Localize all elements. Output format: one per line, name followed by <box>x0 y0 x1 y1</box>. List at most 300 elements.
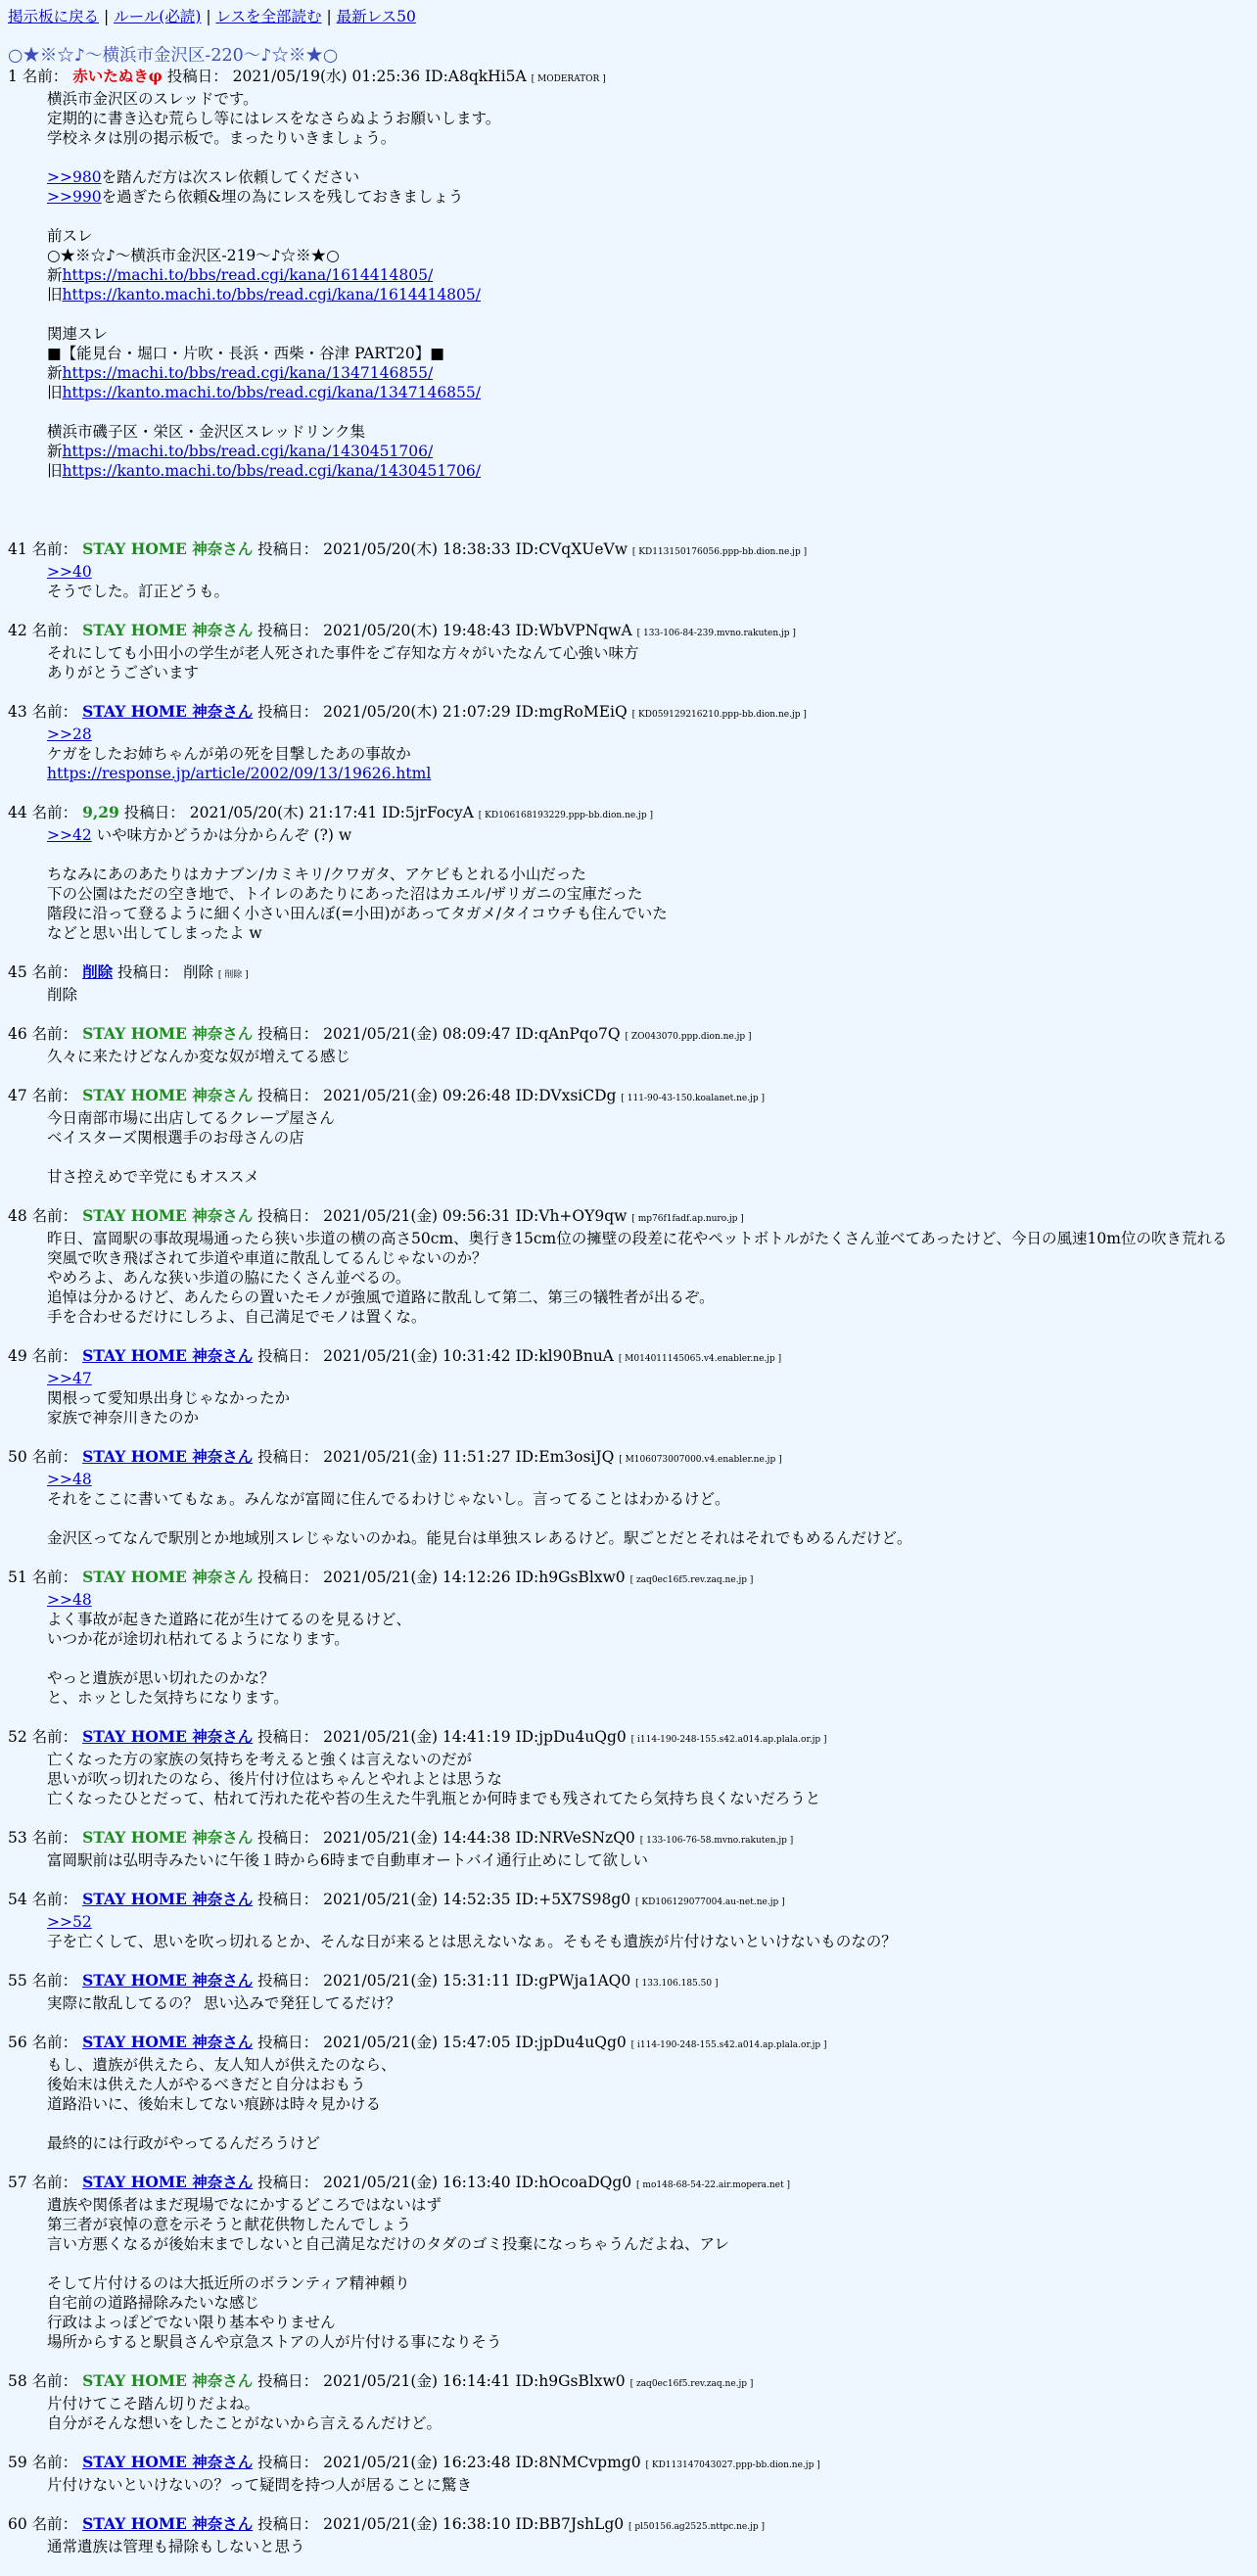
post-spacer <box>8 500 1249 520</box>
post-line <box>47 985 1249 1005</box>
posted-label: 投稿日： <box>113 963 183 981</box>
post-body <box>47 2055 1249 2153</box>
post-number: 44 <box>8 804 32 821</box>
post-link[interactable]: https://machi.to/bbs/read.cgi/kana/1614414805/ <box>62 266 434 284</box>
post-spacer <box>8 1005 1249 1024</box>
post-text: いつか花が途切れ枯れてるようになります。 <box>47 1630 349 1648</box>
post-56 <box>8 2033 1249 2173</box>
post-line <box>47 89 1249 109</box>
post-spacer <box>8 481 1249 500</box>
post-host: [ 111-90-43-150.koalanet.ne.jp ] <box>621 1094 765 1103</box>
post-line <box>47 304 1249 324</box>
post-spacer <box>8 601 1249 621</box>
post-text: などと思い出してしまったよ w <box>47 924 262 942</box>
post-text: 片付けてこそ踏ん切りだよね。 <box>47 2395 260 2412</box>
post-body <box>47 2195 1249 2352</box>
poster-name[interactable]: STAY HOME 神奈さん <box>82 2033 254 2051</box>
post-line <box>47 1932 1249 1951</box>
post-host: [ KD059129216210.ppp-bb.dion.ne.jp ] <box>631 710 807 720</box>
post-line <box>47 562 1249 582</box>
name-label: 名前： <box>31 1347 83 1365</box>
post-header <box>8 1024 1249 1047</box>
poster-name[interactable]: STAY HOME 神奈さん <box>82 2514 254 2533</box>
post-51 <box>8 1568 1249 1727</box>
post-link[interactable]: https://response.jp/article/2002/09/13/19626.html <box>47 765 432 782</box>
poster-name[interactable]: STAY HOME 神奈さん <box>82 2173 254 2191</box>
post-line <box>47 2114 1249 2133</box>
post-link[interactable]: >>28 <box>47 726 92 743</box>
post-header <box>8 1828 1249 1850</box>
post-link[interactable]: https://machi.to/bbs/read.cgi/kana/1430451706/ <box>62 443 434 460</box>
post-41 <box>8 539 1249 621</box>
post-spacer <box>8 520 1249 539</box>
post-line <box>47 344 1249 363</box>
poster-name: STAY HOME 神奈さん <box>82 1024 254 1043</box>
post-line <box>47 1047 1249 1066</box>
post-line <box>47 226 1249 246</box>
post-text: 横浜市金沢区のスレッドです。 <box>47 90 258 108</box>
post-line <box>47 285 1249 304</box>
name-label: 名前： <box>31 1087 83 1104</box>
post-date-id: 2021/05/21(金) 14:12:26 ID:h9GsBlxw0 <box>323 1569 630 1586</box>
post-text: 手を合わせるだけにしろよ、自己満足でモノは置くな。 <box>47 1308 427 1326</box>
post-57 <box>8 2173 1249 2371</box>
post-body <box>47 1470 1249 1548</box>
post-line <box>47 187 1249 207</box>
post-text: 旧 <box>47 384 63 401</box>
post-header <box>8 1447 1249 1470</box>
post-line <box>47 1248 1249 1268</box>
post-54 <box>8 1890 1249 1971</box>
post-50 <box>8 1447 1249 1568</box>
name-label: 名前： <box>31 2034 83 2051</box>
post-host: [ 削除 ] <box>217 970 249 980</box>
post-text: 定期的に書き込む荒らし等にはレスをなさらぬようお願いします。 <box>47 110 501 127</box>
post-text: 今日南部市場に出店してるクレープ屋さん <box>47 1109 335 1127</box>
posted-label: 投稿日： <box>253 540 324 558</box>
post-number: 43 <box>8 703 32 721</box>
name-label: 名前： <box>31 2515 83 2533</box>
post-text: 削除 <box>47 986 78 1004</box>
post-date-id: 2021/05/20(木) 18:38:33 ID:CVqXUeVw <box>323 540 632 558</box>
posted-label: 投稿日： <box>253 1025 324 1043</box>
post-line <box>47 1147 1249 1167</box>
poster-name[interactable]: STAY HOME 神奈さん <box>82 1346 254 1365</box>
post-line <box>47 2273 1249 2293</box>
post-text: と、ホッとした気持ちになります。 <box>47 1689 289 1707</box>
post-text: 新 <box>47 443 63 460</box>
post-host: [ zaq0ec16f5.rev.zaq.ne.jp ] <box>629 1575 754 1585</box>
post-text: 場所からすると駅員さんや京急ストアの人が片付ける事になりそう <box>47 2333 502 2351</box>
post-date-id: 2021/05/21(金) 10:31:42 ID:kl90BnuA <box>323 1347 619 1365</box>
post-host: [ i114-190-248-155.s42.a014.ap.plala.or.jp ] <box>630 1735 827 1745</box>
post-text: もし、遺族が供えたら、友人知人が供えたのなら、 <box>47 2056 396 2074</box>
post-line <box>47 265 1249 285</box>
name-label: 名前： <box>31 2454 83 2471</box>
post-1 <box>8 67 1249 539</box>
post-host: [ M106073007000.v4.enabler.ne.jp ] <box>619 1455 782 1465</box>
post-line <box>47 2332 1249 2352</box>
name-label: 名前： <box>31 2372 83 2390</box>
post-text: 家族で神奈川きたのか <box>47 1409 200 1427</box>
post-spacer <box>8 1870 1249 1890</box>
post-number: 48 <box>8 1207 32 1225</box>
post-date-id: 2021/05/20(木) 19:48:43 ID:WbVPNqwA <box>323 622 637 639</box>
post-text: 横浜市磯子区・栄区・金沢区スレッドリンク集 <box>47 423 366 441</box>
post-host: [ KD106129077004.au-net.ne.jp ] <box>635 1897 785 1907</box>
posted-label: 投稿日： <box>162 68 233 85</box>
post-line <box>47 1288 1249 1307</box>
post-text: よく事故が起きた道路に花が生けてるのを見るけど、 <box>47 1611 412 1628</box>
post-header <box>8 1890 1249 1912</box>
post-body <box>47 1590 1249 1708</box>
post-text: 自分がそんな想いをしたことがないから言えるんだけど。 <box>47 2414 442 2432</box>
post-line <box>47 1167 1249 1187</box>
post-line <box>47 2215 1249 2234</box>
post-line <box>47 2234 1249 2254</box>
post-header <box>8 2453 1249 2475</box>
post-line <box>47 744 1249 764</box>
posted-label: 投稿日： <box>253 2174 324 2191</box>
post-line <box>47 1750 1249 1769</box>
post-line <box>47 1489 1249 1509</box>
post-text: 行政はよっぽどでない限り基本やりません <box>47 2314 336 2331</box>
posted-label: 投稿日： <box>253 2454 324 2471</box>
post-42 <box>8 621 1249 702</box>
thread-title: ○★※☆♪～横浜市金沢区-220～♪☆※★○ <box>8 46 339 66</box>
poster-name: 赤いたぬき <box>72 67 149 85</box>
poster-name: STAY HOME 神奈さん <box>82 621 254 639</box>
post-date-id: 2021/05/21(金) 16:13:40 ID:hOcoaDQg0 <box>323 2174 637 2191</box>
post-line <box>47 207 1249 226</box>
post-date-id: 2021/05/19(水) 01:25:36 ID:A8qkHi5A <box>232 68 532 85</box>
post-body <box>47 1850 1249 1870</box>
post-date-id: 削除 <box>182 963 218 981</box>
post-link[interactable]: https://kanto.machi.to/bbs/read.cgi/kana/1430451706/ <box>62 462 481 480</box>
post-header <box>8 1086 1249 1108</box>
post-line <box>47 1610 1249 1629</box>
post-line <box>47 2133 1249 2153</box>
post-link[interactable]: https://kanto.machi.to/bbs/read.cgi/kana/1614414805/ <box>62 286 481 304</box>
name-label: 名前： <box>31 2174 83 2191</box>
post-host: [ 133-106-76-58.mvno.rakuten.jp ] <box>639 1836 794 1846</box>
post-line <box>47 1229 1249 1248</box>
post-line <box>47 1668 1249 1688</box>
post-line <box>47 582 1249 601</box>
post-spacer <box>8 1428 1249 1447</box>
post-text: 通常遺族は管理も掃除もしないと思う <box>47 2538 305 2555</box>
post-number: 46 <box>8 1025 32 1043</box>
post-line <box>47 1268 1249 1288</box>
post-line <box>47 1470 1249 1489</box>
post-header <box>8 702 1249 725</box>
post-body <box>47 562 1249 601</box>
post-47 <box>8 1086 1249 1206</box>
post-text: ○★※☆♪～横浜市金沢区-219～♪☆※★○ <box>47 247 340 264</box>
post-date-id: 2021/05/21(金) 09:56:31 ID:Vh+OY9qw <box>323 1207 632 1225</box>
post-53 <box>8 1828 1249 1890</box>
post-link[interactable]: >>980 <box>47 168 102 186</box>
post-line <box>47 148 1249 167</box>
post-text: 学校ネタは別の掲示板で。まったりいきましょう。 <box>47 129 396 147</box>
posted-label: 投稿日： <box>253 1207 324 1225</box>
posted-label: 投稿日： <box>253 2515 324 2533</box>
post-line <box>47 2195 1249 2215</box>
posted-label: 投稿日： <box>253 1972 324 1990</box>
post-host: [ MODERATOR ] <box>531 74 606 84</box>
post-text: 亡くなった方の家族の気持ちを考えると強くは言えないのだが <box>47 1751 473 1768</box>
post-line <box>47 2094 1249 2114</box>
post-spacer <box>8 1066 1249 1086</box>
poster-name[interactable]: STAY HOME 神奈さん <box>82 702 254 721</box>
post-header <box>8 2514 1249 2537</box>
post-header <box>8 1568 1249 1590</box>
post-text: 道路沿いに、後始末してない痕跡は時々見かける <box>47 2095 382 2113</box>
poster-name: STAY HOME 神奈さん <box>82 1206 254 1225</box>
nav-link-1[interactable]: ルール(必読) <box>114 8 202 25</box>
post-text: 思いが吹っ切れたのなら、後片付け位はちゃんとやれよとは思うな <box>47 1770 503 1788</box>
post-55 <box>8 1971 1249 2033</box>
post-link[interactable]: >>52 <box>47 1913 92 1931</box>
post-line <box>47 1993 1249 2013</box>
post-body <box>47 1993 1249 2013</box>
post-header <box>8 621 1249 643</box>
post-body <box>47 1229 1249 1327</box>
poster-name: STAY HOME 神奈さん <box>82 1086 254 1104</box>
post-line <box>47 1688 1249 1708</box>
post-link[interactable]: >>47 <box>47 1370 92 1387</box>
post-number: 47 <box>8 1087 32 1104</box>
post-line <box>47 1388 1249 1408</box>
post-text: そうでした。訂正どうも。 <box>47 583 230 600</box>
post-date-id: 2021/05/21(金) 14:44:38 ID:NRVeSNzQ0 <box>323 1829 640 1847</box>
post-line <box>47 884 1249 904</box>
post-link[interactable]: >>48 <box>47 1471 92 1488</box>
post-line <box>47 422 1249 442</box>
post-body <box>47 1369 1249 1428</box>
post-text: やめろよ、あんな狭い歩道の脇にたくさん並べるの。 <box>47 1269 411 1287</box>
nav-link-2[interactable]: レスを全部読む <box>215 8 322 25</box>
post-body <box>47 1750 1249 1808</box>
poster-name[interactable]: 削除 <box>82 962 114 981</box>
post-text: 突風で吹き飛ばされて歩道や車道に散乱してるんじゃないのか？ <box>47 1249 488 1267</box>
poster-name[interactable]: STAY HOME 神奈さん <box>82 1727 254 1746</box>
post-link[interactable]: >>40 <box>47 563 92 581</box>
post-body <box>47 2475 1249 2495</box>
post-host: [ ZO043070.ppp.dion.ne.jp ] <box>625 1032 752 1042</box>
post-date-id: 2021/05/21(金) 14:52:35 ID:+5X7S98g0 <box>323 1891 636 1908</box>
post-spacer <box>8 783 1249 803</box>
poster-name: STAY HOME 神奈さん <box>82 1828 254 1847</box>
post-line <box>47 167 1249 187</box>
post-line <box>47 2254 1249 2273</box>
post-line <box>47 2313 1249 2332</box>
post-line <box>47 764 1249 783</box>
post-date-id: 2021/05/21(金) 09:26:48 ID:DVxsiCDg <box>323 1087 622 1104</box>
post-spacer <box>8 682 1249 702</box>
post-text: 自宅前の道路掃除みたいな感じ <box>47 2294 260 2312</box>
post-text: 実際に散乱してるの？ 思い込みで発狂してるだけ？ <box>47 1994 401 2012</box>
post-text: ■【能見台・堀口・片吹・長浜・西柴・谷津 PART20】■ <box>47 345 444 362</box>
post-number: 56 <box>8 2034 32 2051</box>
post-text: 亡くなったひとだって、枯れて汚れた花や苔の生えた牛乳瓶とか何時までも残されてたら気持ち良くないだろうと <box>47 1790 821 1807</box>
post-host: [ mo148-68-54-22.air.mopera.net ] <box>636 2180 790 2190</box>
post-46 <box>8 1024 1249 1086</box>
post-line <box>47 904 1249 923</box>
post-line <box>47 725 1249 744</box>
post-header <box>8 2173 1249 2195</box>
poster-name[interactable]: STAY HOME 神奈さん <box>82 1447 254 1466</box>
name-label: 名前： <box>31 1728 83 1746</box>
post-header <box>8 1727 1249 1750</box>
posted-label: 投稿日： <box>253 1087 324 1104</box>
post-host: [ 133.106.185.50 ] <box>635 1979 719 1989</box>
post-text: 旧 <box>47 286 63 304</box>
post-link[interactable]: >>42 <box>47 826 92 844</box>
name-label: 名前： <box>31 1448 83 1466</box>
post-line <box>47 1590 1249 1610</box>
post-number: 60 <box>8 2515 32 2533</box>
post-line <box>47 1649 1249 1668</box>
post-text: やっと遺族が思い切れたのかな？ <box>47 1669 275 1687</box>
post-text: それをここに書いてもなぁ。みんなが富岡に住んでるわけじゃないし。言ってることはわかるけど。 <box>47 1490 730 1508</box>
post-header <box>8 2033 1249 2055</box>
poster-trip: φ <box>148 67 163 85</box>
post-line <box>47 1789 1249 1808</box>
post-number: 42 <box>8 622 32 639</box>
name-label: 名前： <box>31 1829 83 1847</box>
post-body <box>47 643 1249 682</box>
post-link[interactable]: https://kanto.machi.to/bbs/read.cgi/kana/1347146855/ <box>62 384 481 401</box>
post-date-id: 2021/05/21(金) 16:14:41 ID:h9GsBlxw0 <box>323 2372 630 2390</box>
post-spacer <box>8 2433 1249 2453</box>
post-host: [ KD113147043027.ppp-bb.dion.ne.jp ] <box>645 2460 820 2470</box>
poster-name[interactable]: STAY HOME 神奈さん <box>82 1971 254 1990</box>
post-text: 新 <box>47 364 63 382</box>
post-header <box>8 962 1249 985</box>
post-text: 最終的には行政がやってるんだろうけど <box>47 2134 321 2152</box>
post-host: [ M014011145065.v4.enabler.ne.jp ] <box>618 1354 782 1364</box>
post-52 <box>8 1727 1249 1828</box>
post-header <box>8 539 1249 562</box>
nav-link-0[interactable]: 掲示板に戻る <box>8 8 100 25</box>
post-line <box>47 1850 1249 1870</box>
post-body <box>47 1912 1249 1951</box>
post-spacer <box>8 2153 1249 2173</box>
post-spacer <box>8 943 1249 962</box>
post-spacer <box>8 1327 1249 1346</box>
post-line <box>47 1509 1249 1528</box>
post-text: 甘さ控えめで辛党にもオススメ <box>47 1168 259 1186</box>
post-line <box>47 324 1249 344</box>
poster-name: STAY HOME 神奈さん <box>82 2371 254 2390</box>
post-line <box>47 663 1249 682</box>
post-spacer <box>8 2495 1249 2514</box>
post-line <box>47 2293 1249 2313</box>
post-text: 関根って愛知県出身じゃなかったか <box>47 1389 291 1407</box>
post-body <box>47 1108 1249 1187</box>
poster-name: STAY HOME 神奈さん <box>82 539 254 558</box>
post-line <box>47 2055 1249 2075</box>
post-line <box>47 1108 1249 1128</box>
nav-link-3[interactable]: 最新レス50 <box>336 8 416 25</box>
post-line <box>47 128 1249 148</box>
posted-label: 投稿日： <box>253 2372 324 2390</box>
nav-separator: | <box>99 8 115 25</box>
post-line <box>47 246 1249 265</box>
post-host: [ KD106168193229.ppp-bb.dion.ne.jp ] <box>478 811 653 820</box>
post-text: 遺族や関係者はまだ現場でなにかするどころではないはず <box>47 2196 442 2214</box>
post-text: を過ぎたら依頼&埋の為にレスを残しておきましょう <box>101 188 464 206</box>
poster-name[interactable]: STAY HOME 神奈さん <box>82 1890 254 1908</box>
post-text: いや味方かどうかは分からんぞ (?) w <box>91 826 352 844</box>
post-number: 1 <box>8 68 23 85</box>
post-59 <box>8 2453 1249 2514</box>
post-text: 前スレ <box>47 227 93 245</box>
post-text: ケガをしたお姉ちゃんが弟の死を目撃したあの事故か <box>47 745 411 763</box>
poster-name: STAY HOME 神奈さん <box>82 1568 254 1586</box>
post-line <box>47 865 1249 884</box>
post-line <box>47 363 1249 383</box>
post-number: 50 <box>8 1448 32 1466</box>
post-line <box>47 2413 1249 2433</box>
post-line <box>47 825 1249 845</box>
post-text: 階段に沿って登るように細く小さい田んぼ(=小田)があってタガメ/タイコウチも住んでいた <box>47 905 668 922</box>
posted-label: 投稿日： <box>253 1347 324 1365</box>
post-line <box>47 1629 1249 1649</box>
poster-name[interactable]: STAY HOME 神奈さん <box>82 2453 254 2471</box>
post-line <box>47 442 1249 461</box>
post-link[interactable]: >>990 <box>47 188 102 206</box>
post-text: ベイスターズ関根選手のお母さんの店 <box>47 1129 304 1147</box>
post-link[interactable]: >>48 <box>47 1591 92 1609</box>
post-body <box>47 825 1249 943</box>
post-number: 45 <box>8 963 32 981</box>
post-spacer <box>8 1548 1249 1568</box>
post-text: 第三者が哀悼の意を示そうと献花供物したんでしょう <box>47 2216 412 2233</box>
post-line <box>47 402 1249 422</box>
name-label: 名前： <box>31 703 83 721</box>
name-label: 名前： <box>31 1891 83 1908</box>
post-body <box>47 1047 1249 1066</box>
post-spacer <box>8 1951 1249 1971</box>
post-45 <box>8 962 1249 1024</box>
post-body <box>47 2537 1249 2556</box>
post-43 <box>8 702 1249 803</box>
posted-label: 投稿日： <box>253 1829 324 1847</box>
post-text: 旧 <box>47 462 63 480</box>
post-link[interactable]: https://machi.to/bbs/read.cgi/kana/1347146855/ <box>62 364 434 382</box>
post-line <box>47 2075 1249 2094</box>
post-host: [ KD113150176056.ppp-bb.dion.ne.jp ] <box>631 547 808 557</box>
post-line <box>47 2475 1249 2495</box>
post-text: 後始末は供えた人がやるべきだと自分はおもう <box>47 2076 366 2093</box>
post-line <box>47 1912 1249 1932</box>
post-text: 金沢区ってなんで駅別とか地域別スレじゃないのかね。能見台は単独スレあるけど。駅ごとだとそれはそれでもめるんだけど。 <box>47 1529 912 1547</box>
post-date-id: 2021/05/21(金) 15:31:11 ID:gPWja1AQ0 <box>323 1972 636 1990</box>
post-list <box>8 67 1249 2576</box>
post-line <box>47 2537 1249 2556</box>
name-label: 名前： <box>31 963 83 981</box>
name-label: 名前： <box>31 1972 83 1990</box>
name-label: 名前： <box>31 540 83 558</box>
post-body <box>47 2394 1249 2433</box>
post-body <box>47 985 1249 1005</box>
name-label: 名前： <box>31 1025 83 1043</box>
top-nav <box>8 6 1249 27</box>
post-58 <box>8 2371 1249 2453</box>
post-host: [ mp76f1fadf.ap.nuro.jp ] <box>631 1214 744 1224</box>
